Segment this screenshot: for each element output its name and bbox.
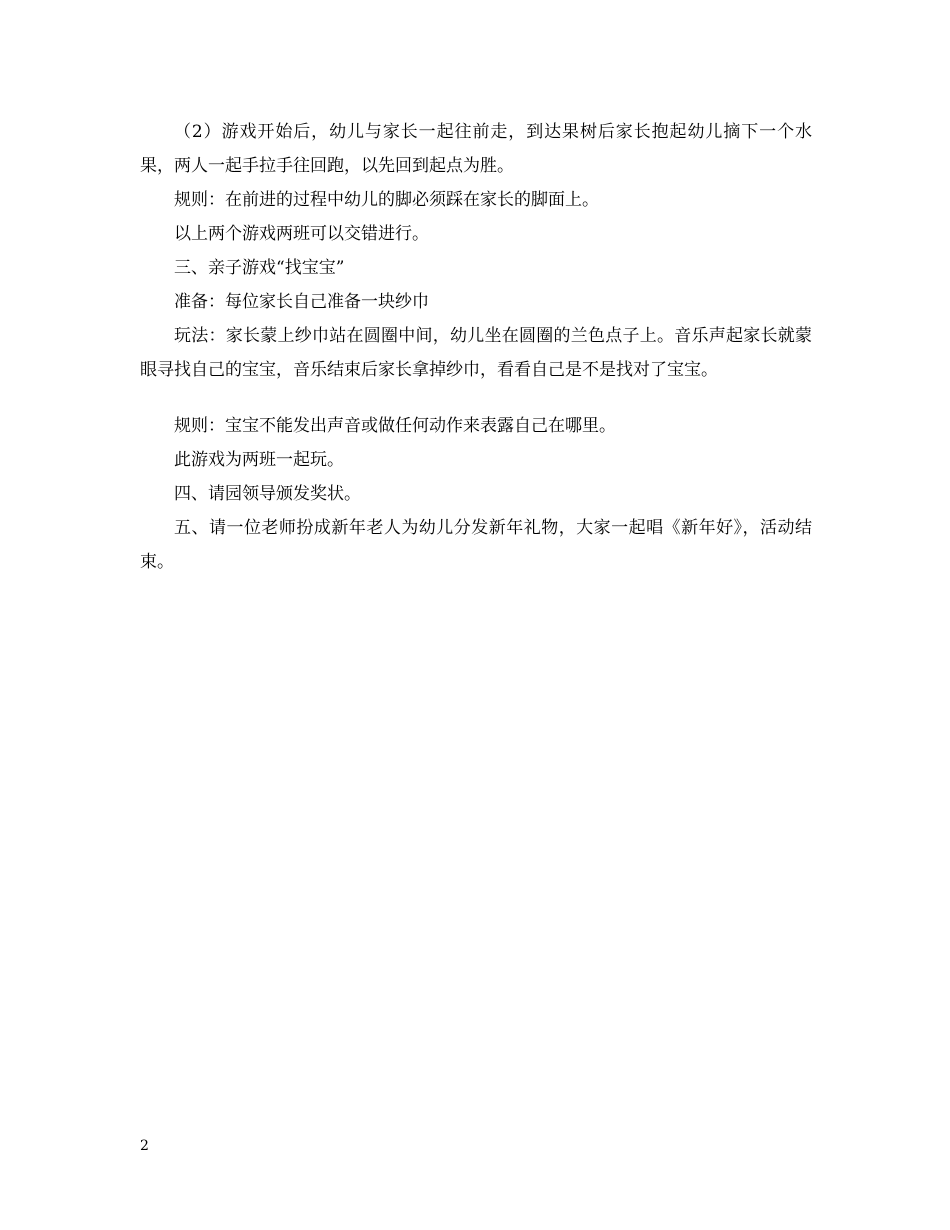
paragraph-rule-silence: 规则：宝宝不能发出声音或做任何动作来表露自己在哪里。 [174,416,616,436]
section-heading-find-baby: 三、亲子游戏“找宝宝” [174,258,345,278]
paragraph-preparation: 准备：每位家长自己准备一块纱巾 [174,292,429,312]
section-heading-awards: 四、请园领导颁发奖状。 [174,484,361,504]
paragraph-both-classes: 此游戏为两班一起玩。 [174,450,344,470]
page-number: 2 [140,1138,149,1154]
document-body [140,115,812,579]
paragraph-game-start: （2）游戏开始后，幼儿与家长一起往前走，到达果树后家长抱起幼儿摘下一个水果，两人一起手拉手往回跑，以先回到起点为胜。 [140,122,812,176]
paragraph-alternate: 以上两个游戏两班可以交错进行。 [174,224,429,244]
section-heading-gifts: 五、请一位老师扮成新年老人为幼儿分发新年礼物，大家一起唱《新年好》，活动结束。 [140,518,812,572]
paragraph-rule-feet: 规则：在前进的过程中幼儿的脚必须踩在家长的脚面上。 [174,190,599,210]
paragraph-how-to-play: 玩法：家长蒙上纱巾站在圆圈中间，幼儿坐在圆圈的兰色点子上。音乐声起家长就蒙眼寻找自己的宝宝，音乐结束后家长拿掉纱巾，看看自己是不是找对了宝宝。 [140,326,812,380]
paragraph-spacer [140,387,812,409]
